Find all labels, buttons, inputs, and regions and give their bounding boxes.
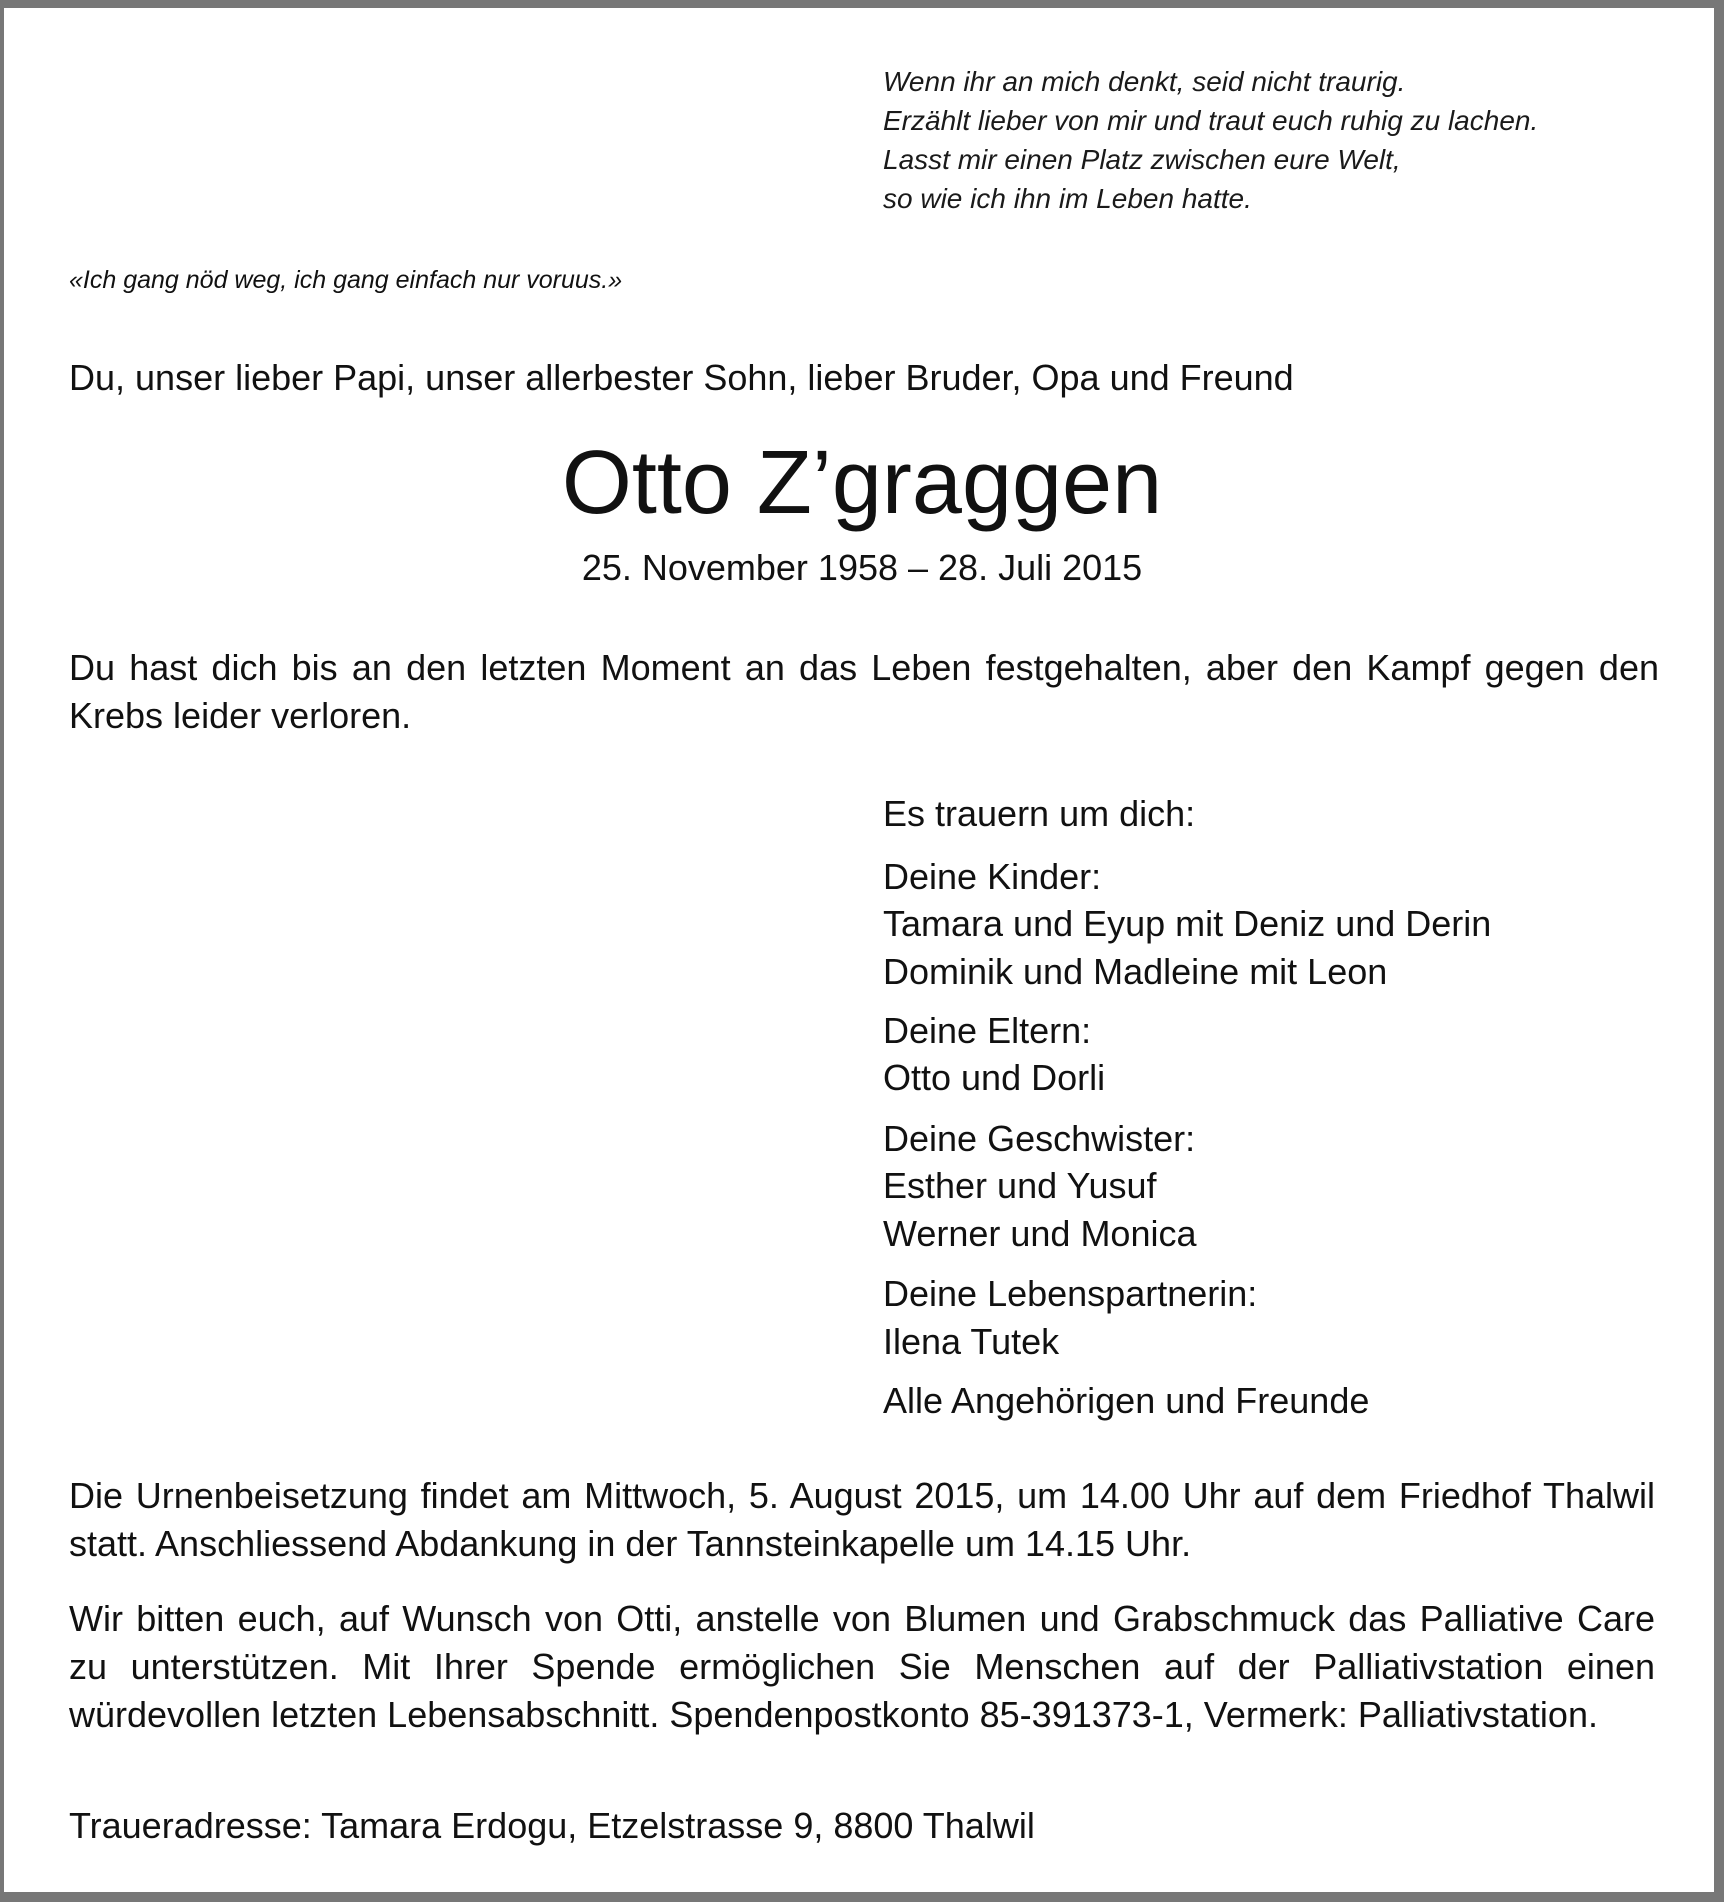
mourner-name: Werner und Monica	[883, 1213, 1197, 1254]
mourner-name: Tamara und Eyup mit Deniz und Derin	[883, 903, 1492, 944]
mourning-address: Traueradresse: Tamara Erdogu, Etzelstrasse 9, 8800 Thalwil	[69, 1805, 1035, 1846]
mourner-group-label: Deine Lebenspartnerin:	[883, 1273, 1258, 1314]
mourner-name: Ilena Tutek	[883, 1321, 1060, 1362]
obituary-notice	[4, 8, 1714, 1892]
mourner-name: Otto und Dorli	[883, 1057, 1106, 1098]
mourners-heading: Es trauern um dich:	[883, 793, 1196, 834]
mourner-name: Dominik und Madleine mit Leon	[883, 951, 1388, 992]
funeral-paragraph: Die Urnenbeisetzung findet am Mittwoch, 5. August 2015, um 14.00 Uhr auf dem Friedhof Thalwil statt. Anschliessend Abdankung in der Tannsteinkapelle um 14.15 Uhr.	[69, 1475, 1655, 1564]
deceased-name: Otto Z’graggen	[561, 433, 1163, 533]
poem-line: Erzählt lieber von mir und traut euch ruhig zu lachen.	[883, 105, 1539, 136]
mourners-closing: Alle Angehörigen und Freunde	[883, 1380, 1370, 1421]
poem-line: Lasst mir einen Platz zwischen eure Welt,	[883, 144, 1401, 175]
mourner-group-label: Deine Eltern:	[883, 1010, 1092, 1051]
quote: «Ich gang nöd weg, ich gang einfach nur voruus.»	[69, 266, 623, 294]
mourner-name: Esther und Yusuf	[883, 1165, 1157, 1206]
donation-paragraph: Wir bitten euch, auf Wunsch von Otti, anstelle von Blumen und Grabschmuck das Palliative Care zu unterstützen. Mit Ihrer Spende ermöglichen Sie Menschen auf der Palliativstation einen würdevollen letzten Lebensabschnitt. Spendenpostkonto 85-391373-1, Vermerk: Palliativstation.	[69, 1598, 1655, 1735]
poem-line: so wie ich ihn im Leben hatte.	[883, 183, 1252, 214]
life-dates: 25. November 1958 – 28. Juli 2015	[581, 547, 1143, 588]
poem-line: Wenn ihr an mich denkt, seid nicht traurig.	[883, 66, 1406, 97]
mourner-group-label: Deine Kinder:	[883, 856, 1102, 897]
message-paragraph: Du hast dich bis an den letzten Moment an das Leben festgehalten, aber den Kampf gegen den Krebs leider verloren.	[69, 647, 1659, 736]
mourner-group-label: Deine Geschwister:	[883, 1118, 1196, 1159]
intro-line: Du, unser lieber Papi, unser allerbester Sohn, lieber Bruder, Opa und Freund	[69, 357, 1294, 398]
